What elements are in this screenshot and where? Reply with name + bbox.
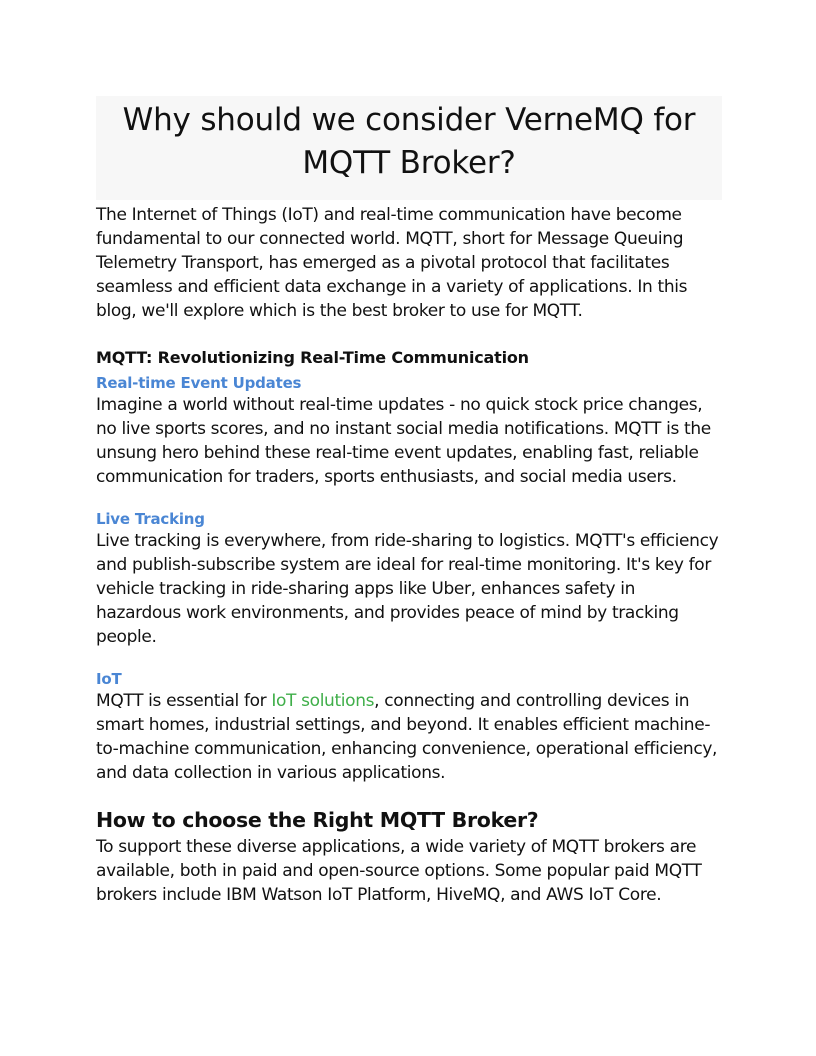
iot-text-after: , connecting and controlling devices in smart homes, industrial settings, and beyond. It enables efficient machine-to-machine communication, enhancing convenience, operational efficiency, and data collection in various applications. bbox=[96, 691, 718, 783]
section-heading-revolutionizing: MQTT: Revolutionizing Real-Time Communication bbox=[96, 348, 529, 367]
section-heading-choose-broker: How to choose the Right MQTT Broker? bbox=[96, 808, 539, 832]
iot-solutions-link[interactable]: IoT solutions bbox=[271, 691, 375, 711]
subheading-iot: IoT bbox=[96, 670, 122, 688]
intro-paragraph: The Internet of Things (IoT) and real-time communication have become fundamental to our connected world. MQTT, short for Message Queuing Telemetry Transport, has emerged as a pivotal protocol that facilitates seamless and efficient data exchange in a variety of applications. In this blog, we'll explore which is the best broker to use for MQTT. bbox=[96, 205, 688, 321]
subheading-live-tracking: Live Tracking bbox=[96, 510, 205, 528]
paragraph-iot bbox=[96, 689, 722, 785]
iot-text-before: MQTT is essential for bbox=[96, 691, 272, 711]
paragraph-choose-broker: To support these diverse applications, a wide variety of MQTT brokers are available, both in paid and open-source options. Some popular paid MQTT brokers include IBM Watson IoT Platform, HiveMQ, and AWS IoT Core. bbox=[96, 837, 702, 905]
title-banner bbox=[96, 96, 722, 200]
paragraph-realtime-event-updates: Imagine a world without real-time updates - no quick stock price changes, no live sports scores, and no instant social media notifications. MQTT is the unsung hero behind these real-time event updates, enabling fast, reliable communication for traders, sports enthusiasts, and social media users. bbox=[96, 395, 711, 487]
paragraph-live-tracking: Live tracking is everywhere, from ride-sharing to logistics. MQTT's efficiency and publish-subscribe system are ideal for real-time monitoring. It's key for vehicle tracking in ride-sharing apps like Uber, enhances safety in hazardous work environments, and provides peace of mind by tracking people. bbox=[96, 531, 719, 647]
page-title: Why should we consider VerneMQ for MQTT Broker? bbox=[122, 102, 696, 181]
subheading-realtime-event-updates: Real-time Event Updates bbox=[96, 374, 302, 392]
document-page bbox=[96, 96, 722, 907]
